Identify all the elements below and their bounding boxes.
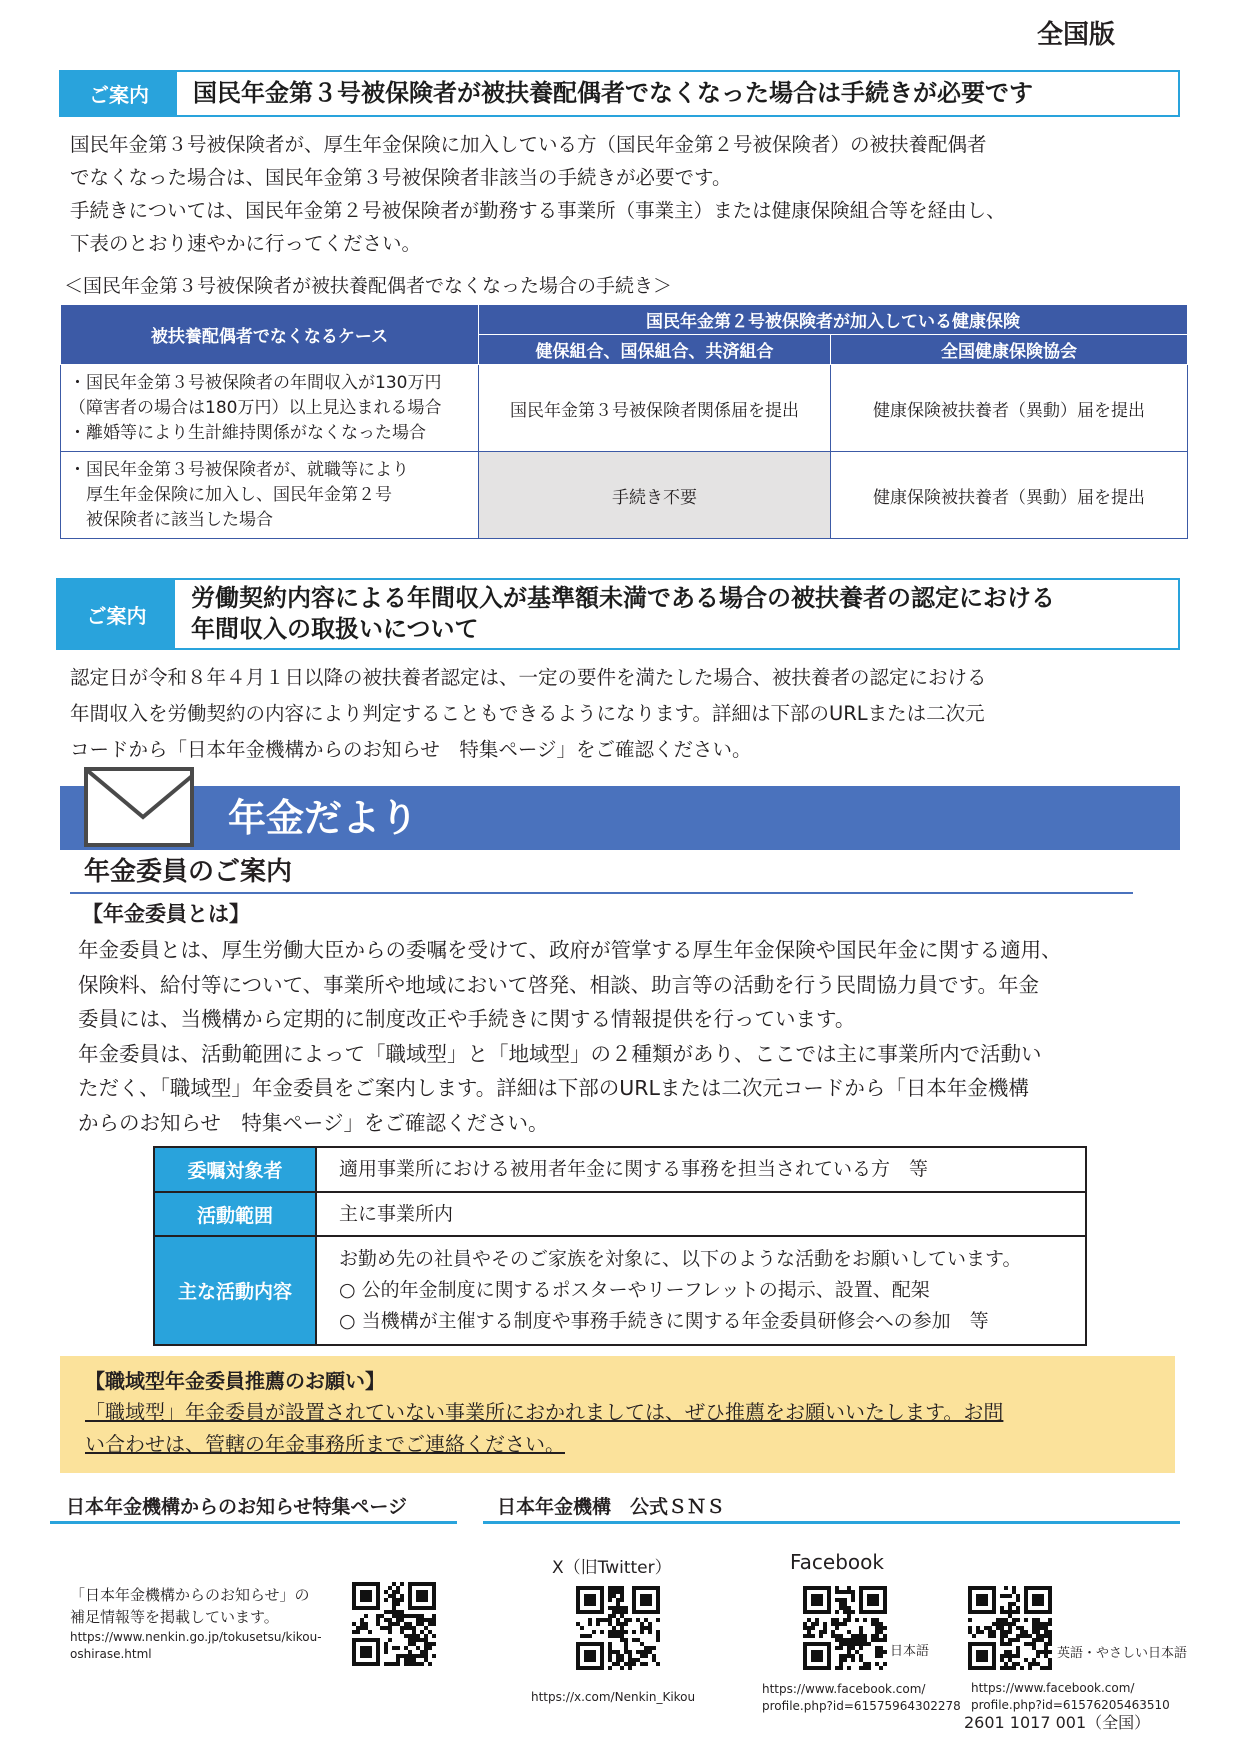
notice1-tag: ご案内 xyxy=(61,72,177,115)
procedure-table-caption: ＜国民年金第３号被保険者が被扶養配偶者でなくなった場合の手続き＞ xyxy=(64,275,673,297)
recommend-title: 【職域型年金委員推薦のお願い】 xyxy=(85,1369,385,1393)
url-line: https://www.nenkin.go.jp/tokusetsu/kikou- xyxy=(70,1630,322,1644)
recommend-box xyxy=(60,1356,1175,1473)
case-line: ・離婚等により生計維持関係がなくなった場合 xyxy=(69,422,426,443)
notice2-title-line: 労働契約内容による年間収入が基準額未満である場合の被扶養者の認定における xyxy=(191,584,1055,612)
activity-label: 主な活動内容 xyxy=(154,1236,316,1345)
case-line: ・国民年金第３号被保険者の年間収入が130万円 xyxy=(69,372,442,393)
url-line: profile.php?id=61575964302278 xyxy=(762,1699,961,1713)
sns-line xyxy=(483,1521,1180,1524)
document-code: 2601 1017 001（全国） xyxy=(964,1713,1151,1732)
notice1-header xyxy=(59,70,1180,117)
envelope-icon xyxy=(84,767,194,847)
case-cell xyxy=(61,452,479,539)
newsletter-line: ただく、「職域型」年金委員をご案内します。詳細は下部のURLまたは二次元コードから「日本年金機構 xyxy=(78,1076,1029,1100)
notice2-title xyxy=(175,580,1055,648)
special-page-qr-icon[interactable] xyxy=(352,1582,436,1666)
url-line: oshirase.html xyxy=(70,1647,152,1661)
facebook-en-label: 英語・やさしい日本語 xyxy=(1057,1646,1188,1661)
case-line: ・国民年金第３号被保険者が、就職等により xyxy=(69,459,409,480)
scope-label: 活動範囲 xyxy=(154,1192,316,1236)
commission-table xyxy=(153,1146,1087,1346)
recommend-body xyxy=(85,1396,1151,1460)
scope-value: 主に事業所内 xyxy=(316,1192,1086,1236)
notice2-body xyxy=(70,660,987,768)
desc-line: 「日本年金機構からのお知らせ」の xyxy=(70,1586,310,1604)
notice2-title-line: 年間収入の取扱いについて xyxy=(191,615,479,643)
kenpo-cell: 国民年金第３号被保険者関係届を提出 xyxy=(479,365,831,452)
special-page-desc xyxy=(70,1584,310,1628)
procedure-table xyxy=(60,304,1188,539)
x-qr-icon[interactable] xyxy=(576,1586,660,1670)
notice2-header xyxy=(56,578,1180,650)
notice1-line: 国民年金第３号被保険者が、厚生年金保険に加入している方（国民年金第２号被保険者）の被扶養配偶者 xyxy=(70,133,987,156)
facebook-en-qr-icon[interactable] xyxy=(968,1586,1052,1670)
target-label: 委嘱対象者 xyxy=(154,1147,316,1192)
url-line: https://www.facebook.com/ xyxy=(762,1682,926,1696)
case-line: 厚生年金保険に加入し、国民年金第２号 xyxy=(69,484,392,505)
subtitle-underline xyxy=(70,892,1133,894)
notice1-body xyxy=(70,128,1006,260)
activity-line: ○ 公的年金制度に関するポスターやリーフレットの掲示、設置、配架 xyxy=(339,1279,930,1301)
newsletter-line: 保険料、給付等について、事業所や地域において啓発、相談、助言等の活動を行う民間協力員です。年金 xyxy=(78,972,1040,997)
case-line: 被保険者に該当した場合 xyxy=(69,509,273,530)
notice1-line: 下表のとおり速やかに行ってください。 xyxy=(70,232,422,255)
kyokai-cell: 健康保険被扶養者（異動）届を提出 xyxy=(831,365,1188,452)
facebook-ja-qr-icon[interactable] xyxy=(803,1586,887,1670)
activity-value xyxy=(316,1236,1086,1345)
col-header-case: 被扶養配偶者でなくなるケース xyxy=(61,305,479,365)
notice2-line: 認定日が令和８年４月１日以降の被扶養者認定は、一定の要件を満たした場合、被扶養者の認定における xyxy=(70,666,987,689)
special-page-title: 日本年金機構からのお知らせ特集ページ xyxy=(66,1496,408,1518)
facebook-label: Facebook xyxy=(790,1550,884,1574)
facebook-en-url[interactable] xyxy=(971,1680,1170,1714)
kenpo-cell: 手続き不要 xyxy=(479,452,831,539)
url-line: profile.php?id=61576205463510 xyxy=(971,1698,1170,1712)
desc-line: 補足情報等を掲載しています。 xyxy=(70,1608,279,1626)
special-page-url[interactable] xyxy=(70,1629,322,1663)
url-line: https://www.facebook.com/ xyxy=(971,1681,1135,1695)
newsletter-subtitle: 年金委員のご案内 xyxy=(84,857,293,887)
sns-title: 日本年金機構 公式ＳＮＳ xyxy=(497,1496,726,1518)
x-label: X（旧Twitter） xyxy=(552,1558,672,1578)
table-row xyxy=(61,365,1188,452)
facebook-ja-label: 日本語 xyxy=(890,1644,930,1659)
newsletter-line: 年金委員とは、厚生労働大臣からの委嘱を受けて、政府が管掌する厚生年金保険や国民年金に関する適用、 xyxy=(78,938,1062,962)
col-header-insurance: 国民年金第２号被保険者が加入している健康保険 xyxy=(479,305,1188,335)
kyokai-cell: 健康保険被扶養者（異動）届を提出 xyxy=(831,452,1188,539)
special-page-line xyxy=(50,1521,457,1524)
notice1-title: 国民年金第３号被保険者が被扶養配偶者でなくなった場合は手続きが必要です xyxy=(193,78,1033,107)
case-line: （障害者の場合は180万円）以上見込まれる場合 xyxy=(69,397,442,418)
what-is-heading: 【年金委員とは】 xyxy=(82,902,250,926)
notice1-line: 手続きについては、国民年金第２号被保険者が勤務する事業所（事業主）または健康保険組合等を経由し、 xyxy=(70,199,1006,222)
target-value: 適用事業所における被用者年金に関する事務を担当されている方 等 xyxy=(316,1147,1086,1192)
case-cell xyxy=(61,365,479,452)
recommend-line: 「職域型」年金委員が設置されていない事業所におかれましては、ぜひ推薦をお願いいたします。お問 xyxy=(85,1400,1004,1424)
notice1-line: でなくなった場合は、国民年金第３号被保険者非該当の手続きが必要です。 xyxy=(70,166,732,189)
newsletter-line: からのお知らせ 特集ページ」をご確認ください。 xyxy=(78,1110,549,1135)
activity-line: ○ 当機構が主催する制度や事務手続きに関する年金委員研修会への参加 等 xyxy=(339,1310,989,1332)
table-row xyxy=(61,452,1188,539)
newsletter-title: 年金だより xyxy=(228,796,419,840)
recommend-line: い合わせは、管轄の年金事務所までご連絡ください。 xyxy=(85,1432,565,1456)
notice2-line: 年間収入を労働契約の内容により判定することもできるようになります。詳細は下部のURLまたは二次元 xyxy=(70,702,985,725)
activity-line: お勤め先の社員やそのご家族を対象に、以下のような活動をお願いしています。 xyxy=(339,1248,1022,1270)
facebook-ja-url[interactable] xyxy=(762,1681,961,1715)
newsletter-line: 年金委員は、活動範囲によって「職域型」と「地域型」の２種類があり、ここでは主に事業所内で活動い xyxy=(78,1041,1042,1066)
newsletter-body xyxy=(78,933,1062,1140)
edition-label: 全国版 xyxy=(1037,20,1116,50)
newsletter-line: 委員には、当機構から定期的に制度改正や手続きに関する情報提供を行っています。 xyxy=(78,1007,856,1031)
notice2-line: コードから「日本年金機構からのお知らせ 特集ページ」をご確認ください。 xyxy=(70,738,752,761)
x-url[interactable]: https://x.com/Nenkin_Kikou xyxy=(531,1690,696,1704)
col-header-kyokai: 全国健康保険協会 xyxy=(831,335,1188,365)
notice2-tag: ご案内 xyxy=(58,580,175,648)
col-header-kenpo: 健保組合、国保組合、共済組合 xyxy=(479,335,831,365)
